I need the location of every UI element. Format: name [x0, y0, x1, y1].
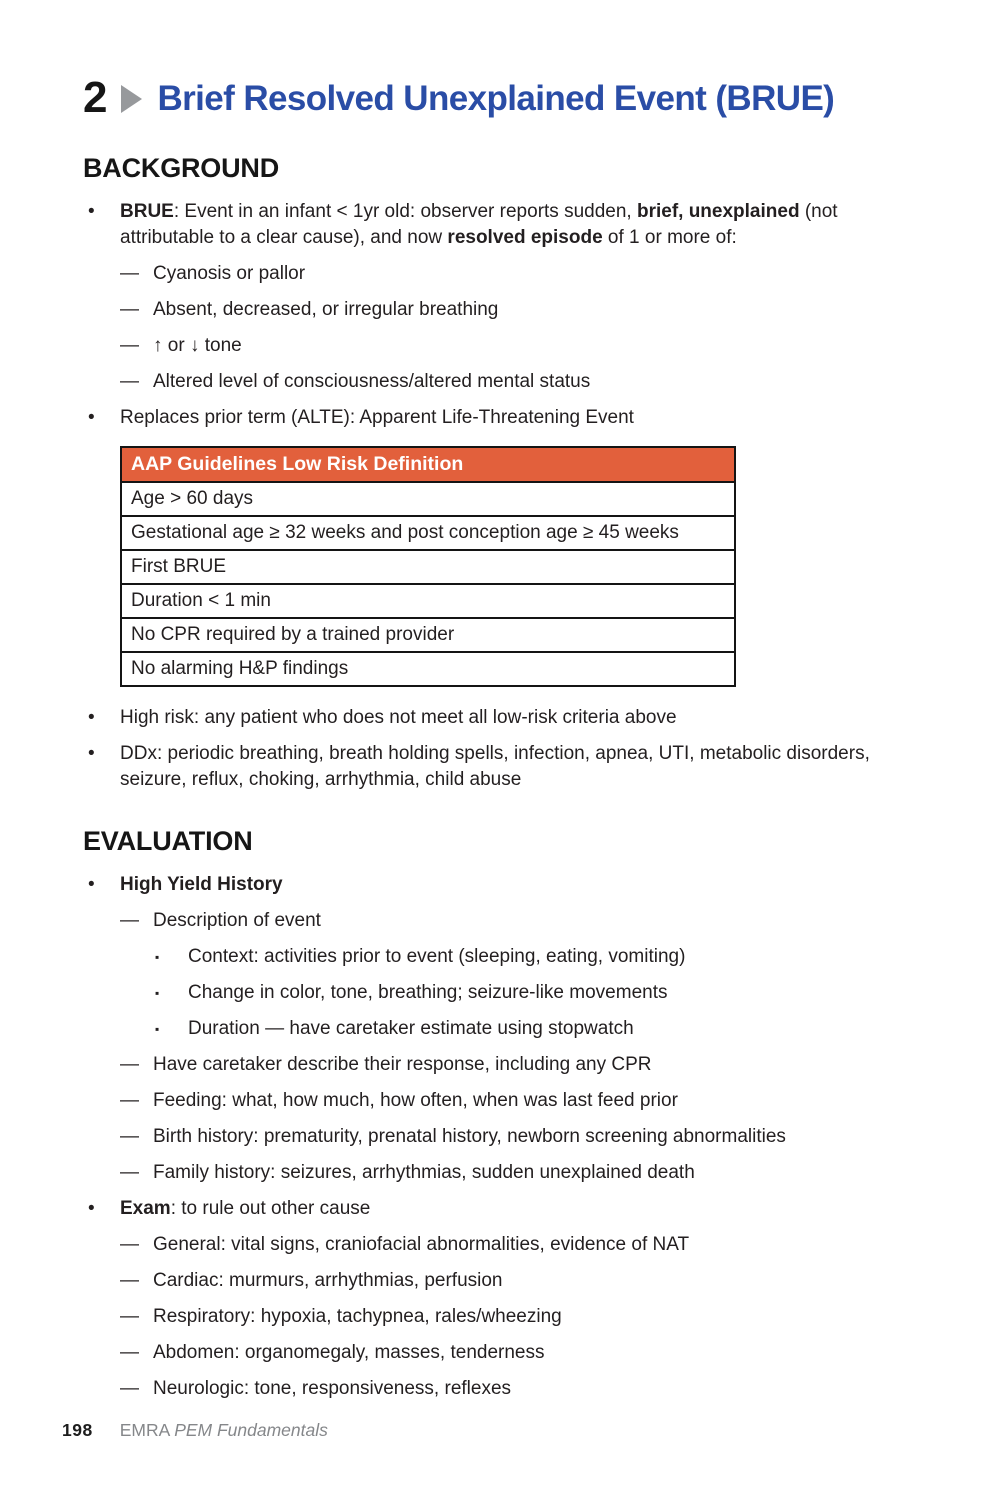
page-number: 198: [62, 1420, 93, 1440]
text-segment: Replaces prior term (ALTE): Apparent Life-Threatening Event: [120, 407, 634, 428]
dash-marker-icon: —: [120, 371, 139, 392]
list-item-dash: [83, 1052, 940, 1078]
text-segment: Absent, decreased, or irregular breathing: [153, 299, 499, 320]
list-item-dash: [83, 1340, 940, 1366]
publisher-name: EMRA: [119, 1420, 170, 1440]
text-segment: High risk: any patient who does not meet all low-risk criteria above: [120, 707, 677, 728]
table-row: [121, 652, 735, 686]
list-item-dash: [83, 1268, 940, 1294]
book-title: PEM Fundamentals: [174, 1420, 328, 1440]
list-item-text: [153, 1340, 544, 1366]
text-segment: of 1 or more of:: [602, 227, 737, 248]
list-item-dash: [83, 1376, 940, 1402]
dash-marker-icon: —: [120, 910, 139, 931]
list-item-text: [120, 872, 283, 898]
table-cell: No alarming H&P findings: [121, 652, 735, 686]
list-item-square: [83, 1016, 940, 1042]
bullet-marker-icon: •: [88, 201, 95, 222]
text-segment: Neurologic: tone, responsiveness, reflexes: [153, 1378, 512, 1399]
text-segment: : Event in an infant < 1yr old: observer reports sudden,: [173, 201, 637, 222]
list-item-bullet: [83, 1196, 940, 1222]
dash-marker-icon: —: [120, 1234, 139, 1255]
table-row: [121, 482, 735, 516]
dash-marker-icon: —: [120, 1342, 139, 1363]
section-heading-background: BACKGROUND: [83, 153, 279, 183]
list-item-text: [153, 1124, 786, 1150]
section-heading-evaluation: EVALUATION: [83, 826, 253, 856]
list-item-text: [153, 1376, 511, 1402]
list-item-bullet: [83, 872, 940, 898]
list-item-text: [153, 1268, 503, 1294]
chapter-title: Brief Resolved Unexplained Event (BRUE): [157, 78, 835, 118]
list-item-square: [83, 944, 940, 970]
dash-marker-icon: —: [120, 1090, 139, 1111]
low-risk-definition-table: [120, 446, 736, 687]
dash-marker-icon: —: [120, 1126, 139, 1147]
list-item-text: [153, 1232, 689, 1258]
square-marker-icon: ▪: [155, 1022, 160, 1036]
background-list-bottom: [83, 705, 940, 793]
text-segment: Abdomen: organomegaly, masses, tenderness: [153, 1342, 545, 1363]
dash-marker-icon: —: [120, 263, 139, 284]
dash-marker-icon: —: [120, 1054, 139, 1075]
bold-text-segment: brief, unexplained: [636, 201, 800, 222]
text-segment: Feeding: what, how much, how often, when was last feed prior: [153, 1090, 678, 1111]
dash-marker-icon: —: [120, 335, 139, 356]
list-item-dash: [83, 1304, 940, 1330]
table-cell: Gestational age ≥ 32 weeks and post conception age ≥ 45 weeks: [121, 516, 735, 550]
list-item-dash: [83, 1088, 940, 1114]
text-segment: Birth history: prematurity, prenatal history, newborn screening abnormalities: [153, 1126, 786, 1147]
square-marker-icon: ▪: [155, 986, 160, 1000]
text-segment: : to rule out other cause: [170, 1198, 371, 1219]
list-item-dash: [83, 261, 940, 287]
list-item-dash: [83, 1160, 940, 1186]
text-segment: Have caretaker describe their response, including any CPR: [153, 1054, 652, 1075]
list-item-text: [153, 1304, 562, 1330]
list-item-text: [120, 199, 878, 251]
list-item-text: [120, 705, 677, 731]
bullet-marker-icon: •: [88, 707, 95, 728]
list-item-dash: [83, 333, 940, 359]
table-row: [121, 618, 735, 652]
table-header-cell: AAP Guidelines Low Risk Definition: [121, 447, 735, 482]
bullet-marker-icon: •: [88, 874, 95, 895]
list-item-text: [188, 944, 685, 970]
bullet-marker-icon: •: [88, 1198, 95, 1219]
table-cell: Duration < 1 min: [121, 584, 735, 618]
table-row: [121, 584, 735, 618]
list-item-text: [153, 333, 242, 359]
list-item-square: [83, 980, 940, 1006]
square-marker-icon: ▪: [155, 950, 160, 964]
evaluation-list: [83, 872, 940, 1402]
text-segment: Duration — have caretaker estimate using stopwatch: [188, 1018, 634, 1039]
dash-marker-icon: —: [120, 1270, 139, 1291]
list-item-text: [153, 1052, 651, 1078]
list-item-text: [188, 1016, 634, 1042]
dash-marker-icon: —: [120, 1162, 139, 1183]
text-segment: Altered level of consciousness/altered mental status: [153, 371, 591, 392]
list-item-text: [153, 369, 590, 395]
table-cell: Age > 60 days: [121, 482, 735, 516]
text-segment: Description of event: [153, 910, 321, 931]
text-segment: Context: activities prior to event (sleeping, eating, vomiting): [188, 946, 686, 967]
table-header-row: [121, 447, 735, 482]
chapter-arrow-icon: [121, 85, 142, 113]
text-segment: Change in color, tone, breathing; seizure-like movements: [188, 982, 668, 1003]
text-segment: DDx: periodic breathing, breath holding spells, infection, apnea, UTI, metabolic disorders, seizure, reflux, choking, arrhythmia, child abuse: [120, 743, 870, 790]
bold-text-segment: Exam: [120, 1198, 171, 1219]
dash-marker-icon: —: [120, 1378, 139, 1399]
text-segment: General: vital signs, craniofacial abnormalities, evidence of NAT: [153, 1234, 690, 1255]
list-item-text: [153, 261, 305, 287]
text-segment: Family history: seizures, arrhythmias, sudden unexplained death: [153, 1162, 695, 1183]
list-item-bullet: [83, 705, 940, 731]
text-segment: ↑ or ↓ tone: [153, 335, 242, 356]
list-item-text: [120, 741, 878, 793]
chapter-header: [83, 0, 940, 120]
chapter-number: 2: [83, 73, 107, 122]
background-list-top: [83, 199, 940, 431]
book-reference: [120, 1420, 328, 1441]
dash-marker-icon: —: [120, 299, 139, 320]
list-item-text: [188, 980, 667, 1006]
list-item-dash: [83, 1124, 940, 1150]
table-cell: No CPR required by a trained provider: [121, 618, 735, 652]
list-item-dash: [83, 297, 940, 323]
table-row: [121, 516, 735, 550]
list-item-bullet: [83, 405, 940, 431]
table-row: [121, 550, 735, 584]
list-item-text: [120, 405, 634, 431]
bold-text-segment: High Yield History: [120, 874, 283, 895]
list-item-dash: [83, 369, 940, 395]
list-item-bullet: [83, 199, 940, 251]
table-cell: First BRUE: [121, 550, 735, 584]
text-segment: Cyanosis or pallor: [153, 263, 306, 284]
text-segment: Cardiac: murmurs, arrhythmias, perfusion: [153, 1270, 503, 1291]
list-item-dash: [83, 1232, 940, 1258]
page-footer: [62, 1420, 328, 1441]
list-item-text: [153, 1160, 695, 1186]
list-item-text: [153, 1088, 678, 1114]
list-item-bullet: [83, 741, 940, 793]
text-segment: Respiratory: hypoxia, tachypnea, rales/wheezing: [153, 1306, 562, 1327]
bullet-marker-icon: •: [88, 407, 95, 428]
list-item-dash: [83, 908, 940, 934]
bold-text-segment: resolved episode: [447, 227, 603, 248]
bullet-marker-icon: •: [88, 743, 95, 764]
dash-marker-icon: —: [120, 1306, 139, 1327]
list-item-text: [153, 297, 498, 323]
list-item-text: [120, 1196, 370, 1222]
text-segment: (not attributable to a clear cause), and now: [120, 201, 838, 248]
list-item-text: [153, 908, 321, 934]
bold-text-segment: BRUE: [120, 201, 174, 222]
